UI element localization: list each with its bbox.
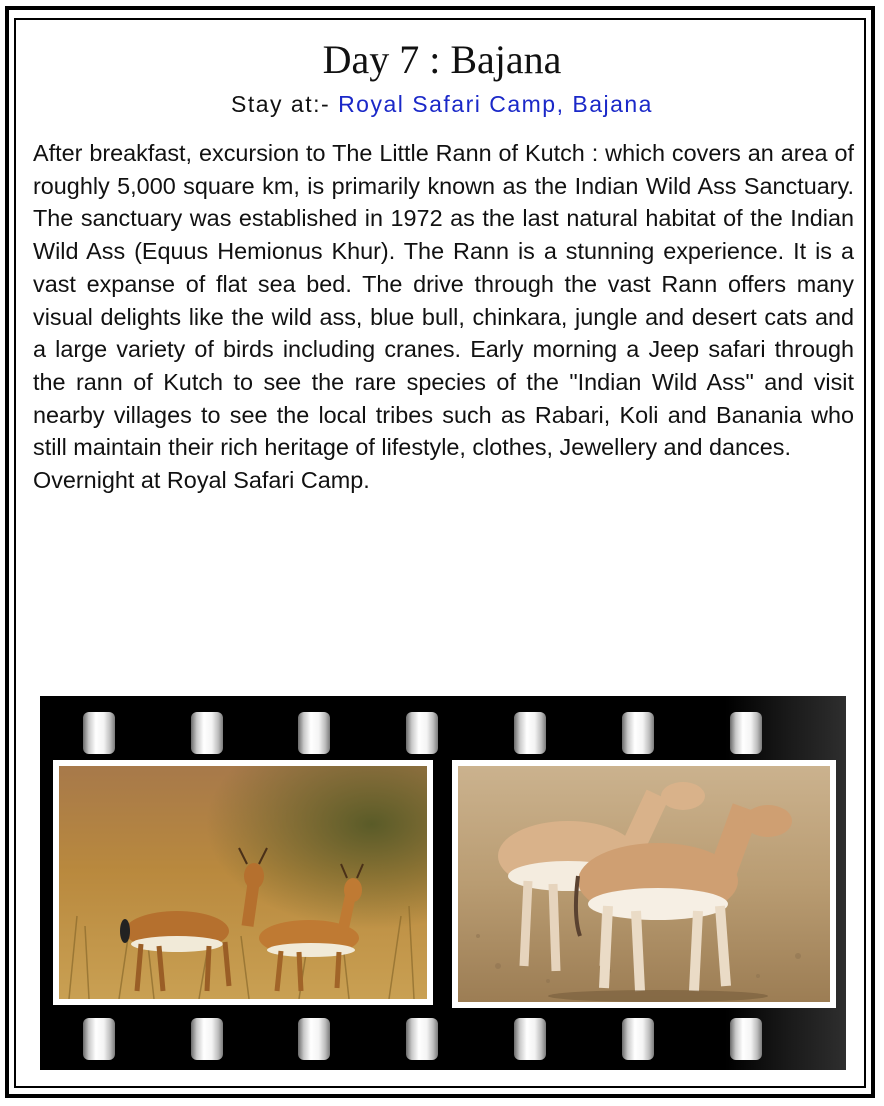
film-hole	[730, 1018, 762, 1060]
film-hole	[730, 712, 762, 754]
film-hole	[406, 1018, 438, 1060]
chinkara-antelopes-photo	[59, 766, 427, 999]
film-strip	[40, 696, 846, 1070]
film-hole	[622, 712, 654, 754]
stay-place: Royal Safari Camp, Bajana	[338, 91, 653, 117]
film-hole	[83, 1018, 115, 1060]
itinerary-paragraph: After breakfast, excursion to The Little Rann of Kutch : which covers an area of roughly 5,000 square km, is primarily known as the Indian Wild Ass Sanctuary. The sanctuary was established in 1972 as the last natural habitat of the Indian Wild Ass (Equus Hemionus Khur). The Rann is a stunning experience. It is a vast expanse of flat sea bed. The drive through the vast Rann offers many visual delights like the wild ass, blue bull, chinkara, jungle and desert cats and a large variety of birds including cranes. Early morning a Jeep safari through the rann of Kutch to see the rare species of the "Indian Wild Ass" and visit nearby villages to see the local tribes such as Rabari, Koli and Banania who still maintain their rich heritage of lifestyle, clothes, Jewellery and dances.	[33, 140, 854, 461]
indian-wild-asses-photo	[458, 766, 830, 1002]
film-hole	[191, 712, 223, 754]
itinerary-body	[33, 137, 854, 497]
film-hole	[191, 1018, 223, 1060]
film-hole	[298, 712, 330, 754]
stay-label: Stay at:-	[231, 91, 339, 117]
page-title: Day 7 : Bajana	[322, 37, 562, 82]
chinkara-photo-frame	[53, 760, 433, 1005]
film-perforations-top	[40, 712, 846, 758]
film-perforations-bottom	[40, 1018, 846, 1064]
film-hole	[622, 1018, 654, 1060]
film-hole	[406, 712, 438, 754]
wild-ass-photo-frame	[452, 760, 836, 1008]
film-hole	[83, 712, 115, 754]
film-hole	[298, 1018, 330, 1060]
film-hole	[514, 712, 546, 754]
overnight-note: Overnight at Royal Safari Camp.	[33, 467, 370, 494]
stay-line	[0, 89, 884, 119]
film-hole	[514, 1018, 546, 1060]
